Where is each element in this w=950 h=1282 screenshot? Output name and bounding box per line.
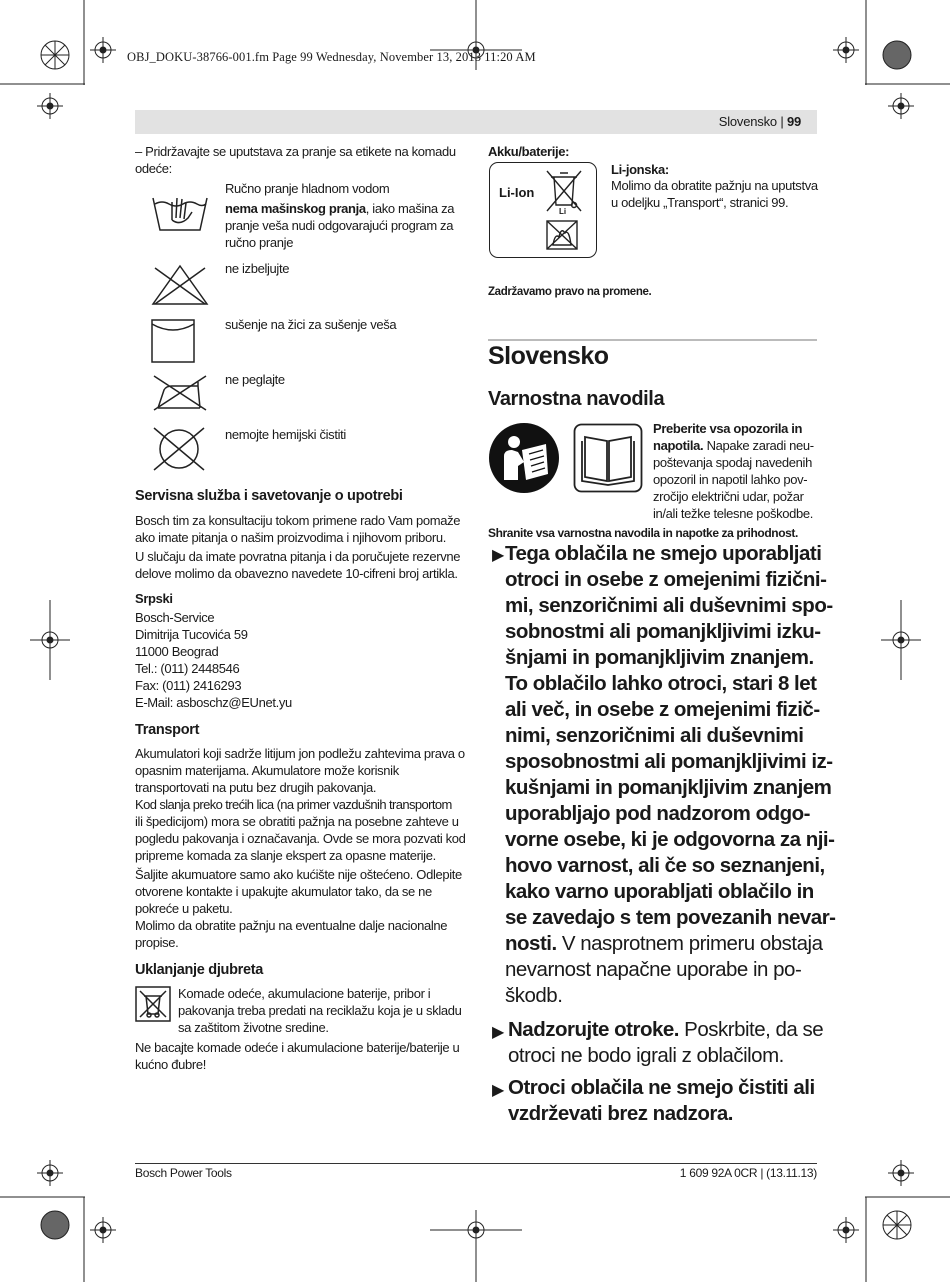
- care-intro: – Pridržavajte se uputstava za pranje sa etikete na komadu odeće:: [135, 144, 456, 176]
- header-language: Slovensko: [718, 114, 777, 129]
- disposal-icon-line: sa zaštitom životne sredine.: [178, 1020, 329, 1035]
- li-ion-line-1: Molimo da obratite pažnju na uputstva: [611, 178, 818, 193]
- warning-1-line: sobnostmi ali pomanjkljivimi izku-: [505, 620, 821, 643]
- transport-line: pokreće u paketu.: [135, 901, 233, 916]
- manual-book-icon: [573, 423, 643, 493]
- address-line: Bosch-Service: [135, 610, 215, 625]
- crosshair-left-upper: [37, 93, 63, 119]
- no-fire-battery-icon: [545, 219, 579, 251]
- li-ion-symbol-box: [489, 162, 597, 258]
- bullet-arrow-icon: ▶: [492, 1024, 505, 1041]
- crosshair-left-middle: [30, 600, 70, 680]
- disposal-heading: Uklanjanje djubreta: [135, 962, 264, 978]
- warning-1-line: hovo varnost, ali če so seznanjeni,: [505, 854, 825, 877]
- dryclean-text: nemojte hemijski čistiti: [225, 427, 346, 442]
- registration-target-bottom-right: [883, 1211, 911, 1239]
- disposal-p2-l2: kućno đubre!: [135, 1057, 206, 1072]
- warning-1-rest: V nasprotnem primeru obstaja: [556, 932, 823, 955]
- page-header-text: [719, 114, 801, 129]
- crosshair-right-middle: [881, 600, 921, 680]
- transport-line: Kod slanja preko trećih lica (na primer vazdušnih transportom: [135, 797, 452, 812]
- read-line: zročijo električni udar, požar: [653, 489, 804, 504]
- warning-2-line-2: otroci ne bodo igrali z oblačilom.: [508, 1044, 784, 1067]
- service-p1-l2: ako imate pitanja o našim proizvodima i njihovom priboru.: [135, 530, 446, 545]
- section-title: Slovensko: [488, 342, 609, 370]
- li-ion-line-2: u odeljku „Transport“, stranici 99.: [611, 195, 789, 210]
- warning-1-bold-last: nosti.: [505, 932, 557, 955]
- weee-bin-icon: [135, 986, 171, 1022]
- warning-1-line: nimi, senzoričnimi ali duševnimi: [505, 724, 804, 747]
- read-line: in/ali težke telesne poškodbe.: [653, 506, 814, 521]
- crosshair-top-left: [90, 37, 116, 63]
- address-line: Tel.: (011) 2448546: [135, 661, 240, 676]
- reserve-text: Zadržavamo pravo na promene.: [488, 286, 652, 298]
- no-iron-icon: [150, 372, 210, 412]
- transport-line: Molimo da obratite pažnju na eventualne dalje nacionalne: [135, 918, 448, 933]
- read-line: poštevanja spodaj navedenih: [653, 455, 812, 470]
- li-small-label: Li: [559, 207, 567, 216]
- warning-3-block: [508, 1075, 815, 1127]
- warning-2-bold: Nadzorujte otroke.: [508, 1018, 679, 1041]
- bullet-arrow-icon: ▶: [492, 1082, 505, 1099]
- registration-target-bottom-left: [41, 1211, 69, 1239]
- header-page-number: 99: [786, 114, 801, 129]
- service-heading: Servisna služba i savetovanje o upotrebi: [135, 488, 403, 504]
- read-manual-icon: [488, 422, 560, 494]
- li-ion-label: Li-Ion: [499, 185, 535, 200]
- wash-line-4: ručno pranje: [225, 235, 294, 250]
- wash-line-1: Ručno pranje hladnom vodom: [225, 181, 390, 196]
- read-bold-l2: napotila.: [653, 438, 704, 453]
- li-ion-heading: Li-jonska:: [611, 162, 669, 177]
- iron-text: ne peglajte: [225, 372, 285, 387]
- dry-text: sušenje na žici za sušenje veša: [225, 317, 397, 332]
- footer-rule: [135, 1163, 817, 1164]
- section-divider: [488, 339, 817, 341]
- srpski-label: Srpski: [135, 591, 173, 606]
- warning-1-line: šnjami in pomanjkljivim znanjem.: [505, 646, 814, 669]
- disposal-p2-l1: Ne bacajte komade odeće i akumulacione baterije/baterije u: [135, 1040, 460, 1055]
- no-dry-clean-icon: [150, 426, 208, 472]
- bullet-arrow-icon: ▶: [492, 547, 505, 564]
- read-rest-l2: Napake zaradi neu-: [703, 438, 814, 453]
- warning-2-block: [508, 1017, 823, 1069]
- warning-1-line: vorne osebe, ki je odgovorna za nji-: [505, 828, 835, 851]
- transport-line: propise.: [135, 935, 179, 950]
- footer-brand: Bosch Power Tools: [135, 1166, 232, 1180]
- warning-1-line: kušnjami in pomanjkljivim znanjem: [505, 776, 832, 799]
- no-bleach-icon: [150, 262, 210, 308]
- page-header-bar: [135, 110, 817, 134]
- warning-1-line: Tega oblačila ne smejo uporabljati: [505, 542, 822, 565]
- transport-line: ili špedicijom) mora se obratiti pažnja na posebne zahteve u: [135, 814, 459, 829]
- address-line: 11000 Beograd: [135, 644, 219, 659]
- akku-heading: Akku/baterije:: [488, 144, 570, 159]
- address-line: Dimitrija Tucovića 59: [135, 627, 248, 642]
- transport-line: pripreme komada za slanje ekspert za opasne materije.: [135, 848, 436, 863]
- line-dry-icon: [150, 318, 198, 364]
- disposal-icon-line: pakovanja treba predati na reciklažu koja je u skladu: [178, 1003, 462, 1018]
- wash-rest: , iako mašina za: [365, 201, 455, 216]
- warning-2-rest: Poskrbite, da se: [678, 1018, 824, 1041]
- registration-target-top-left: [41, 41, 69, 69]
- bleach-text: ne izbeljujte: [225, 261, 290, 276]
- wash-bold: nema mašinskog pranja: [225, 201, 366, 216]
- footer-doc-id: 1 609 92A 0CR | (13.11.13): [679, 1166, 817, 1180]
- crosshair-bottom-center: [430, 1210, 522, 1282]
- read-bold-l1: Preberite vsa opozorila in: [653, 421, 803, 436]
- warning-1-line: mi, senzoričnimi ali duševnimi spo-: [505, 594, 833, 617]
- warning-1-block: [505, 541, 836, 1009]
- address-line: Fax: (011) 2416293: [135, 678, 242, 693]
- crosshair-right-upper: [888, 93, 914, 119]
- warning-3-line-1: Otroci oblačila ne smejo čistiti ali: [508, 1076, 815, 1099]
- transport-line: Šaljite akumuatore samo ako kućište nije oštećeno. Odlepite: [135, 867, 462, 882]
- transport-line: Akumulatori koji sadrže litijum jon podležu zahtevima prava o: [135, 746, 465, 761]
- transport-heading: Transport: [135, 722, 200, 738]
- service-p2-l2: delove molimo da obavezno navedete 10-cifreni broj artikla.: [135, 566, 458, 581]
- transport-line: transportovati na putu bez drugih pakovanja.: [135, 780, 377, 795]
- transport-line: pogledu pakovanja i označavanja. Ovde se mora pozvati kod: [135, 831, 466, 846]
- email-link[interactable]: E-Mail: asboschz@EUnet.yu: [135, 695, 292, 710]
- read-line-2: [653, 437, 814, 454]
- warning-1-rest-l3: škodb.: [505, 984, 563, 1007]
- file-tag: OBJ_DOKU-38766-001.fm Page 99 Wednesday, November 13, 2013 11:20 AM: [127, 50, 536, 64]
- wash-line-2: [225, 200, 454, 217]
- warning-1-rest-l2: nevarnost napačne uporabe in po-: [505, 958, 802, 981]
- warning-3-line-2: vzdrževati brez nadzora.: [508, 1102, 733, 1125]
- warning-1-line: ali več, in osebe z omejenimi fizič-: [505, 698, 820, 721]
- wash-line-3: pranje veša nudi odgovarajući program za: [225, 218, 454, 233]
- read-line: opozoril in napotil lahko pov-: [653, 472, 808, 487]
- warning-1-line: otroci in osebe z omejenimi fizični-: [505, 568, 827, 591]
- warning-1-line: kako varno uporabljati oblačilo in: [505, 880, 814, 903]
- header-separator: |: [780, 114, 784, 129]
- crosshair-top-right: [833, 37, 859, 63]
- warning-1-line: sposobnostmi ali pomanjkljivimi iz-: [505, 750, 833, 773]
- registration-target-top-right: [883, 41, 911, 69]
- transport-line: opasnim materijama. Akumulatore može korisnik: [135, 763, 399, 778]
- keep-instructions: Shranite vsa varnostna navodila in napotke za prihodnost.: [488, 526, 798, 540]
- service-p1-l1: Bosch tim za konsultaciju tokom primene rado Vam pomaže: [135, 513, 461, 528]
- subsection-title: Varnostna navodila: [488, 388, 665, 410]
- warning-1-line: To oblačilo lahko otroci, stari 8 let: [505, 672, 817, 695]
- transport-line: otvorene kontakte i upakujte akumulator tako, da se ne: [135, 884, 432, 899]
- service-p2-l1: U slučaju da imate povratna pitanja i da poručujete rezervne: [135, 549, 461, 564]
- disposal-icon-line: Komade odeće, akumulacione baterije, pribor i: [178, 986, 431, 1001]
- hand-wash-icon: [150, 190, 210, 234]
- warning-1-line: se zavedajo s tem povezanih nevar-: [505, 906, 836, 929]
- warning-1-line: uporabljajo pod nadzorom odgo-: [505, 802, 810, 825]
